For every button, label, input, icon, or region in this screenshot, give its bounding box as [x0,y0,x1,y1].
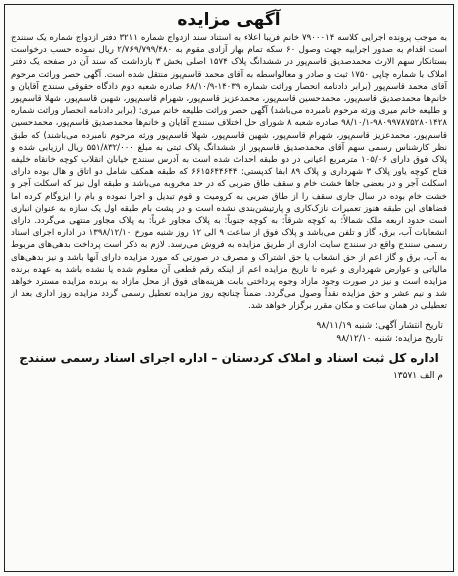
publish-date: تاریخ انتشار آگهی: شنبه ۹۸/۱۱/۱۹ [316,320,443,331]
notice-dates [11,320,447,346]
auction-notice [4,4,454,572]
notice-body: به موجب پرونده اجرایی کلاسه ۷۹۰۰۰۱۴ خانم فریبا اعلاء به استناد سند ازدواج شماره ۳۲۱۱ دفتر ازدواج شماره یک سنندج است اقدام به صدور اجراییه جهت وصول ۶۰ سکه تمام بهار آزادی مقوم به ۲/۷۶۹/۷۹۹/۴۸۰ ریال نموده حسب درخواست بستانکار سهم الارث محمدصدیق قاسم‌پور در ششدانگ پلاک ۱۵۷۴ اصلی بخش ۳ بازداشت که سند آن در صفحه یک دفتر املاک با شماره چاپی ۱۷۵۰ ثبت و صادر و معالواسطه به آقای محمد قاسم‌پور منتقل شده است. آگهی حصر وراثت مرحوم آقای محمد قاسم‌پور (برابر دادنامه انحصار وراثت شماره ۱۴۰۳۹-۶۸/۱۰/۹ صادره شعبه دوم دادگاه حقوقی سنندج آقایان و خانم‌ها محمدصدیق قاسم‌پور، محمدحسین قاسم‌پور، محمدعزیز قاسم‌پور، شهرام قاسم‌پور، شهین قاسم‌پور، شهلا قاسم‌پور و طلیعه خانم میری ورثه مرحوم نامبرده می‌باشد) آگهی حصر وراثت طلیعه خانم میری: (برابر دادنامه انحصار وراثت شماره ۹۸۰۹۹۷۸۷۵۲۸۰۱۴۲۸-۹۸/۱۰/۱ صادره شعبه ۸ شورای حل اختلاف سنندج آقایان و خانم‌ها محمدصدیق قاسم‌پور، محمدحسین قاسم‌پور، محمدعزیز قاسم‌پور، شهرام قاسم‌پور، شهین قاسم‌پور، شهلا قاسم‌پور ورثه مرحوم نامبرده می‌باشند) که طبق نظر کارشناس رسمی سهم آقای محمدصدیق قاسم‌پور از ششدانگ پلاک ثبتی به مبلغ ۵۵۱/۸۳۲/۰۰۰ ریال ارزیابی شده و پلاک فوق دارای ۱۰۵/۰۶ مترمربع اعیانی در دو طبقه احداث شده است به آدرس سنندج خیابان انقلاب کوچه خانقاه خلیفه فتاح کوچه یاور پلاک ۳ شهرداری و پلاک ۸۹ ابفا کدپستی: ۶۶۱۵۶۴۴۶۴۴ که طبقه همکف شامل دو اتاق و هال بوده دارای اسکلت آجر و در بعضی جاها خشت خام و سقف طاق ضربی که در حد مخروبه می‌باشد و طبقه اول نیز که اسکلت آجر و خشت خام بوده در سال جاری سقف را از طاق ضربی به کرومیت و قوم تبدیل و اجرا نموده و بام را ایزوگام کرده اما فضاهای این طبقه هنوز تعمیرات نازک‌کاری و پارتیشن‌بندی نشده است و در پشت بام طبقه اول یک سازه به عنوان انباری است حدود اربعه ملک شمالاً: به کوچه شرقاً: به کوچه جنوباً: به پلاک مجاور غرباً: به پلاک مجاور منتهی می‌گردد. دارای انشعابات آب، برق، گاز و تلفن می‌باشد و پلاک فوق از ساعت ۹ الی ۱۲ روز شنبه مورخ ۱۳۹۸/۱۲/۱۰ در اداره اجرای اسناد رسمی سنندج واقع در سنندج سایت اداری از طریق مزایده به فروش می‌رسد. لازم به ذکر است پرداخت بدهی‌های مربوط به آب، برق و گاز اعم از حق انشعاب یا حق اشتراک و مصرف در صورتی که مورد مزایده دارای آنها باشد و نیز بدهی‌های مالیاتی و عوارض شهرداری و غیره تا تاریخ مزایده اعم از اینکه رقم قطعی آن معلوم شده یا نشده باشد به عهده برنده مزایده است و نیز در صورت وجود مازاد وجوه پرداختی بابت هزینه‌های فوق از محل مازاد به برنده مزایده مسترد خواهد شد و نیم عشر و حق مزایده نقداً وصول می‌گردد. ضمناً چنانچه روز مزایده تعطیل رسمی گردد مزایده روز اداری بعد از تعطیلی در همان ساعت و مکان مقرر برگزار خواهد شد. [11,33,447,312]
issuing-organization: اداره کل ثبت اسناد و املاک کردستان – اداره اجرای اسناد رسمی سنندج [19,350,439,365]
notice-title: آگهی مزایده [177,10,281,30]
notice-serial: م الف ۱۳۵۷۱ [392,370,443,381]
auction-date: تاریخ مزایده: شنبه ۹۸/۱۲/۱۰ [336,333,443,344]
